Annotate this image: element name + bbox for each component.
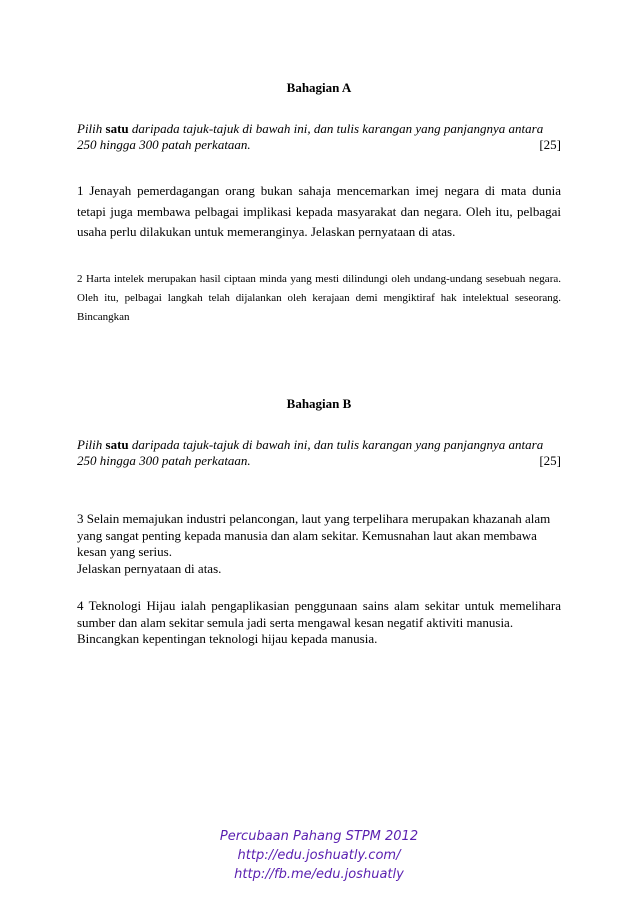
footer-link-facebook[interactable]: http://fb.me/edu.joshuatly	[234, 867, 404, 882]
question-3	[77, 511, 561, 577]
question-4-body: 4 Teknologi Hijau ialah pengaplikasian penggunaan sains alam sekitar untuk memelihara sumber dan alam sekitar semula jadi serta mengawal kesan negatif aktiviti manusia.	[77, 598, 561, 630]
section-b-instruction	[77, 437, 561, 469]
question-4	[77, 598, 561, 648]
section-a-title: Bahagian A	[286, 80, 352, 95]
question-3-line: 3 Selain memajukan industri pelancongan, laut yang terpelihara merupakan khazanah alam	[77, 511, 551, 526]
instruction-pre: Pilih	[77, 437, 106, 452]
question-2: 2 Harta intelek merupakan hasil ciptaan minda yang mesti dilindungi oleh undang-undang sesebuah negara. Oleh itu, pelbagai langkah telah dijalankan oleh kerajaan demi mengiktiraf hak intelektual seseorang. Bincangkan	[77, 273, 561, 323]
marks-label: [25]	[539, 453, 561, 468]
instruction-bold: satu	[105, 437, 129, 452]
instruction-post: daripada tajuk-tajuk di bawah ini, dan tulis karangan yang panjangnya antara	[128, 437, 544, 452]
question-4-instruction: Bincangkan kepentingan teknologi hijau kepada manusia.	[77, 631, 378, 646]
section-a-instruction-line1	[77, 121, 561, 137]
instruction-word-count: 250 hingga 300 patah perkataan.	[77, 137, 251, 152]
instruction-word-count: 250 hingga 300 patah perkataan.	[77, 453, 251, 468]
question-3-line: yang sangat penting kepada manusia dan alam sekitar. Kemusnahan laut akan membawa	[77, 527, 537, 543]
section-b-instruction-line2	[77, 453, 561, 469]
instruction-bold: satu	[105, 121, 129, 136]
section-a-instruction	[77, 121, 561, 153]
footer-title: Percubaan Pahang STPM 2012	[219, 829, 419, 844]
section-b-title: Bahagian B	[286, 396, 352, 411]
question-3-line: Jelaskan pernyataan di atas.	[77, 560, 222, 576]
footer-link-site[interactable]: http://edu.joshuatly.com/	[237, 848, 401, 863]
question-1: 1 Jenayah pemerdagangan orang bukan sahaja mencemarkan imej negara di mata dunia tetapi juga membawa pelbagai implikasi kepada masyarakat dan negara. Oleh itu, pelbagai usaha perlu dilakukan untuk memeranginya. Jelaskan pernyataan di atas.	[77, 183, 561, 239]
section-b-instruction-line1	[77, 437, 561, 453]
instruction-post: daripada tajuk-tajuk di bawah ini, dan tulis karangan yang panjangnya antara	[128, 121, 544, 136]
instruction-pre: Pilih	[77, 121, 106, 136]
question-3-line: kesan yang serius.	[77, 544, 172, 559]
section-a-instruction-line2	[77, 137, 561, 153]
marks-label: [25]	[539, 137, 561, 152]
footer	[0, 827, 638, 884]
